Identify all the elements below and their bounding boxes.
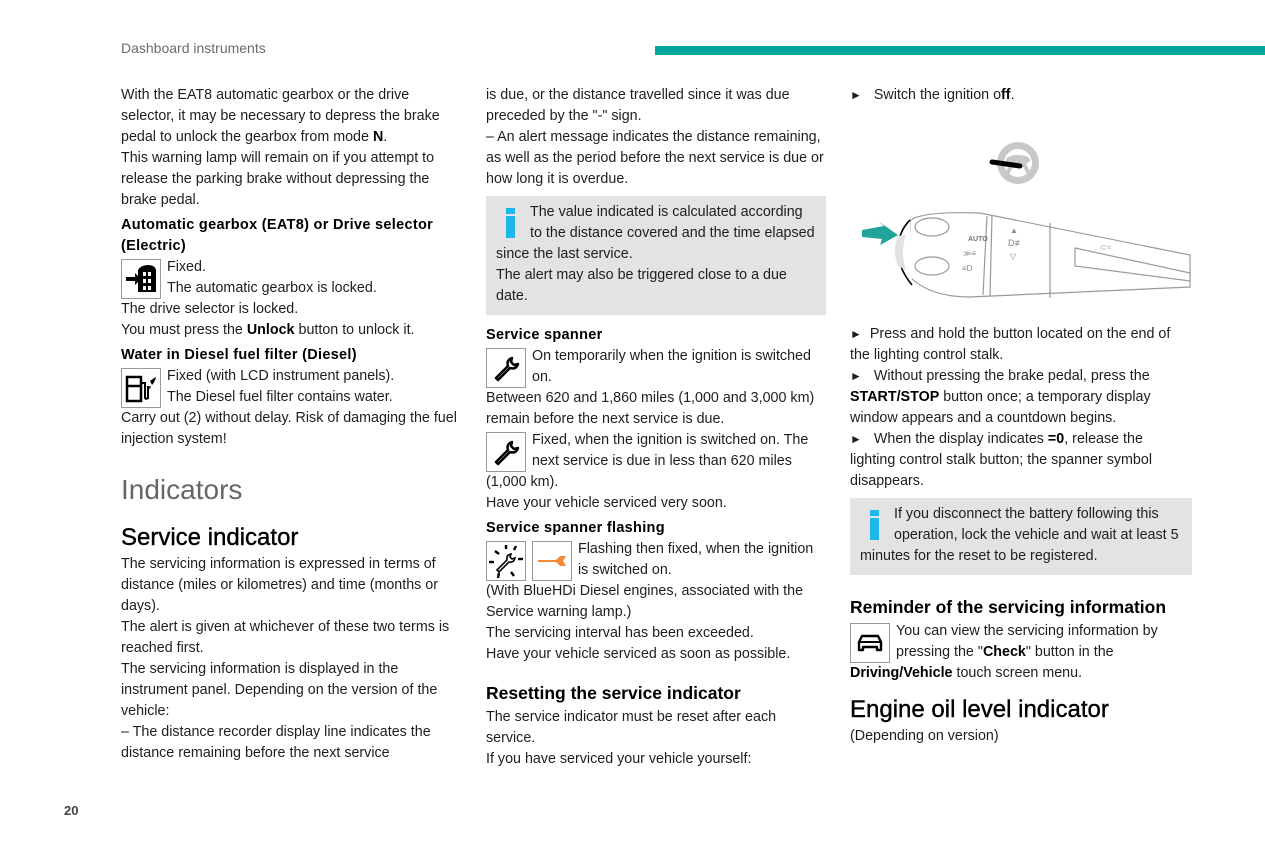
unlock-instruction: You must press the Unlock button to unlock it. <box>121 322 415 338</box>
column-1: With the EAT8 automatic gearbox or the drive selector, it may be necessary to depress the brake pedal to unlock the gearbox from mode N. This warning lamp will remain on if you attempt to release the parking brake without depressing the brake pedal. Automatic gearbox (EAT8) or Drive selector (Electric) Fixed. The automatic gearbox is locked. The drive selector is locked. You must press the Unlock button to unlock it. Water in Diesel fuel filter (Diesel) Fixed (with LCD instrument panels). The Diesel fuel filter contains water. Carry out (2) without delay. Risk of damaging the fuel injection system! Indicators Service indicator The servicing information is expressed in terms of distance (miles or kilometres) and time (months or days). The alert is given at whichever of these two terms is reached first. The servicing information is displayed in the instrument panel. Depending on the version of the vehicle: – The distance recorder display line indicates the distance remaining before the next service <box>121 85 466 764</box>
info-icon <box>860 504 890 546</box>
step-switch-ignition-off: ► Switch the ignition off. <box>850 85 1192 106</box>
column-2: is due, or the distance travelled since it was due preceded by the "-" sign. – An alert message indicates the distance remaining, as well as the period before the next service is due or how long it is overdue. The value indicated is calculated according to the distance covered and the time elapsed since the last service. The alert may also be triggered close to a due date. Service spanner On temporarily when the ignition is switched on. Between 620 and 1,860 miles (1,000 and 3,000 km) remain before the next service is due. Fixed, when the ignition is switched on. The next service is due in less than 620 miles (1,000 km). Have your vehicle serviced very soon. Service spanner flashing Flashing then fixed, when the ignition is switched on. (With BlueHDi Diesel engines, associated with the Service warning lamp.) The servicing interval has been exceeded. Have your vehicle serviced as soon as possible. Resetting the service indicator The service indicator must be reset after each service. If you have serviced your vehicle yourself: <box>486 85 826 770</box>
info-box-calculation: The value indicated is calculated according to the distance covered and the time elapsed since the last service. The alert may also be triggered close to a due date. <box>486 196 826 315</box>
gearbox-lock-entry: Fixed. The automatic gearbox is locked. <box>121 257 466 299</box>
car-icon <box>850 623 890 663</box>
stalk-body <box>898 213 1190 298</box>
svg-text:AUTO: AUTO <box>968 236 988 243</box>
reminder-heading: Reminder of the servicing information <box>850 597 1167 617</box>
column-3: ► Switch the ignition off. AUTO ≫≡ ≡D ▲ D≢ ▽ ⊂≈ ► Press and hold the button located on the end of the lighting control stalk. ► Without pressing the brake pedal, press the START/STOP button once; a temporary display window appears and a countdown begins. ► When the display indicates =0, release the lighting control stalk button; the spanner symbol disappears. If you disconnect the battery following this operation, lock the vehicle and wait at least 5 minutes for the reset to be registered. Reminder of the servicing information You can view the servicing information by pressing the "Check" button in the Driving/Vehicle touch screen menu. Engine oil level indicator (Depending on version) <box>850 85 1192 747</box>
service-spanner-entry-2: Fixed, when the ignition is switched on. The next service is due in less than 620 miles (1,000 km). <box>486 432 809 490</box>
resetting-heading: Resetting the service indicator <box>486 683 741 703</box>
water-diesel-heading: Water in Diesel fuel filter (Diesel) <box>121 347 357 363</box>
step-start-stop: ► Without pressing the brake pedal, press the START/STOP button once; a temporary display window appears and a countdown begins. <box>850 366 1192 429</box>
svg-text:D≢: D≢ <box>1008 238 1024 248</box>
running-header: Dashboard instruments <box>121 40 266 56</box>
service-indicator-heading: Service indicator <box>121 524 299 551</box>
fuel-filter-water-icon <box>121 368 161 408</box>
spanner-flashing-entry: Flashing then fixed, when the ignition is switched on. <box>486 539 826 581</box>
header-accent-bar <box>655 46 1265 55</box>
intro-paragraph: With the EAT8 automatic gearbox or the drive selector, it may be necessary to depress the brake pedal to unlock the gearbox from mode N. <box>121 87 440 145</box>
info-icon <box>496 202 526 244</box>
reminder-entry: You can view the servicing information by pressing the "Check" button in the Driving/Vehicle touch screen menu. <box>850 623 1158 681</box>
service-spanner-heading: Service spanner <box>486 327 603 343</box>
svg-text:⊂≈: ⊂≈ <box>1100 243 1112 252</box>
water-diesel-entry: Fixed (with LCD instrument panels). The Diesel fuel filter contains water. <box>121 366 466 408</box>
gearbox-lock-icon <box>121 259 161 299</box>
spanner-icon <box>486 432 526 472</box>
service-warning-lamp-icon <box>532 541 572 581</box>
page-number: 20 <box>64 803 79 818</box>
spanner-flashing-heading: Service spanner flashing <box>486 520 665 536</box>
svg-text:▽: ▽ <box>1010 252 1017 261</box>
spanner-icon <box>486 348 526 388</box>
engine-oil-heading: Engine oil level indicator <box>850 696 1109 723</box>
spanner-flashing-icon <box>486 541 526 581</box>
svg-text:≡D: ≡D <box>962 264 973 273</box>
arrow-icon <box>862 221 898 245</box>
intro-paragraph-2: This warning lamp will remain on if you attempt to release the parking brake without depressing the brake pedal. <box>121 150 435 208</box>
steering-wheel-icon <box>992 142 1039 184</box>
step-release: ► When the display indicates =0, release the lighting control stalk button; the spanner symbol disappears. <box>850 429 1192 492</box>
indicators-title: Indicators <box>121 474 243 505</box>
svg-text:▲: ▲ <box>1010 226 1018 235</box>
info-box-battery: If you disconnect the battery following this operation, lock the vehicle and wait at least 5 minutes for the reset to be registered. <box>850 498 1192 575</box>
svg-text:≫≡: ≫≡ <box>963 249 977 258</box>
service-spanner-entry-1: On temporarily when the ignition is switched on. <box>486 346 826 388</box>
gearbox-lock-heading: Automatic gearbox (EAT8) or Drive selector (Electric) <box>121 217 434 254</box>
lighting-control-stalk-illustration <box>850 108 1192 313</box>
